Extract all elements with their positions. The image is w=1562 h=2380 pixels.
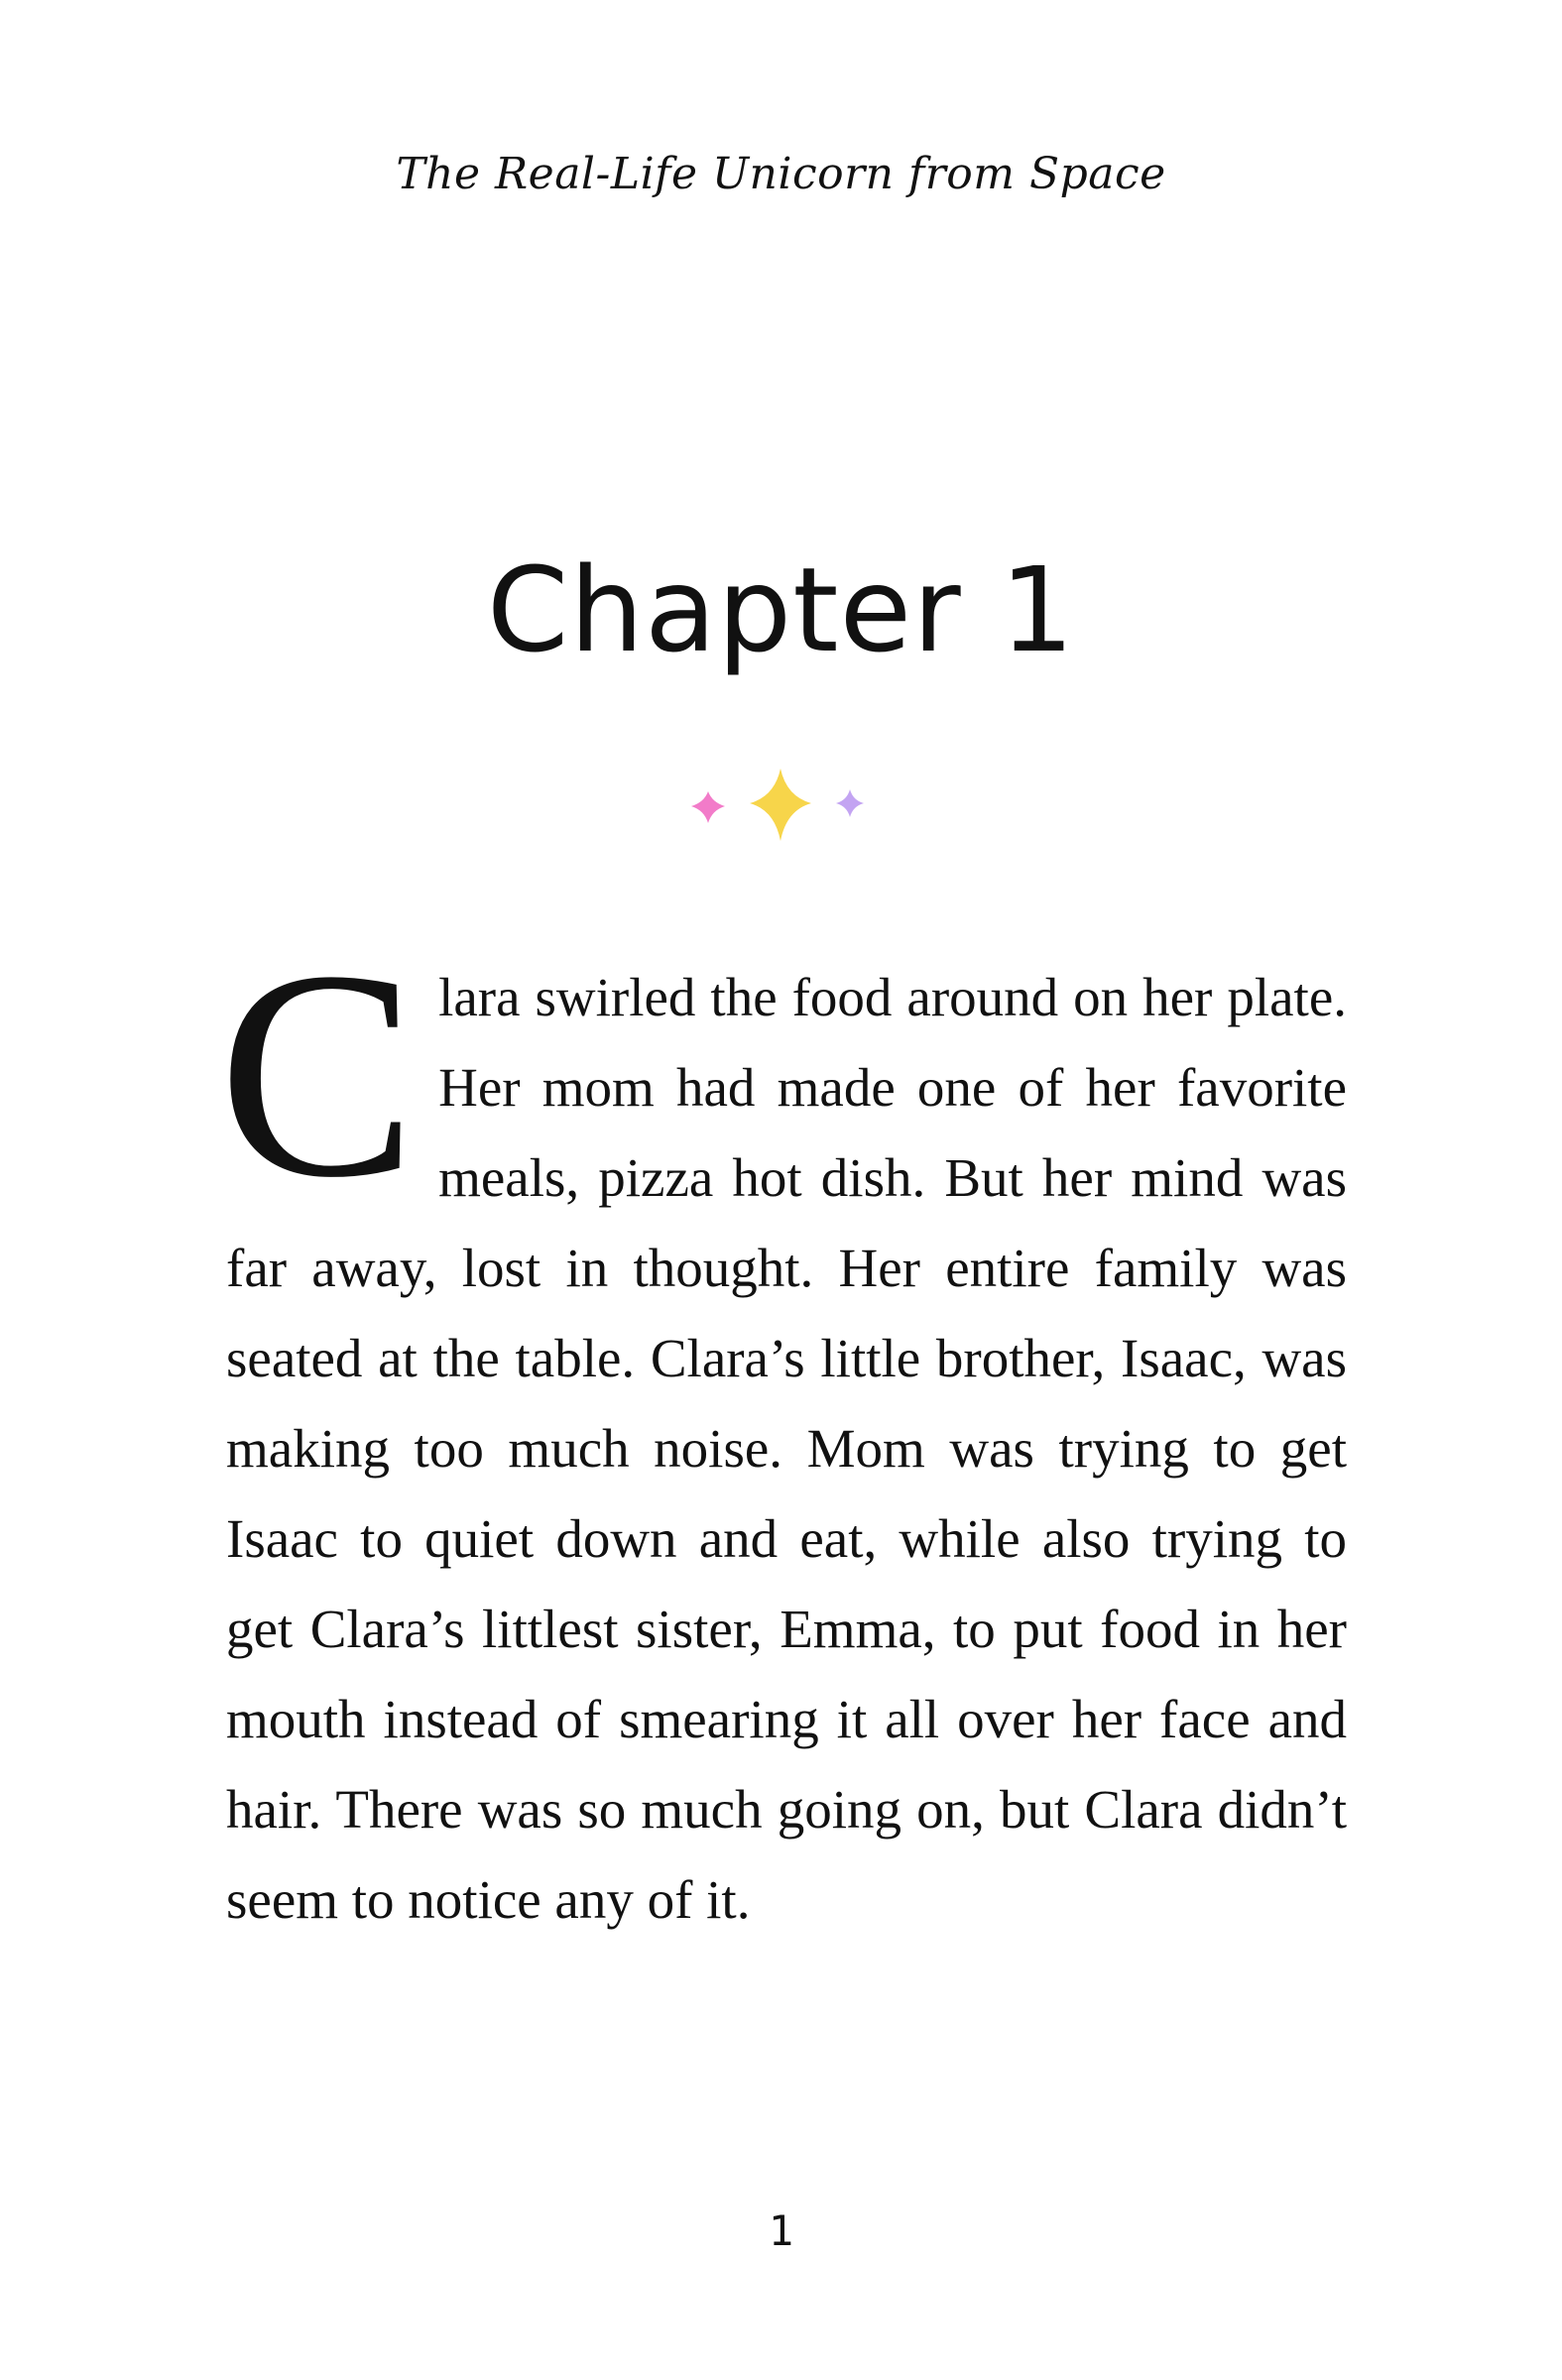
running-title: The Real-Life Unicorn from Space xyxy=(396,149,1166,199)
drop-cap: C xyxy=(218,909,418,1239)
sparkle-ornament xyxy=(681,762,880,851)
sparkle-pink-icon xyxy=(691,791,725,823)
page-number: 1 xyxy=(768,2206,794,2255)
sparkle-yellow-icon xyxy=(750,769,811,841)
paragraph-text: lara swirled the food around on her plate. Her mom had made one of her favorite meals, pizza hot dish. But her mind was far away, lost in thought. Her entire family was seated at the table. Clara’s little brother, Isaac, was making too much noise. Mom was trying to get Isaac to quiet down and eat, while also trying to get Clara’s littlest sister, Emma, to put food in her mouth instead of smearing it all over her face and hair. There was so much going on, but Clara didn’t seem to notice any of it. xyxy=(226,967,1347,1930)
chapter-paragraph xyxy=(218,909,1347,1945)
chapter-title: Chapter 1 xyxy=(486,541,1076,678)
sparkle-purple-icon xyxy=(836,789,864,817)
